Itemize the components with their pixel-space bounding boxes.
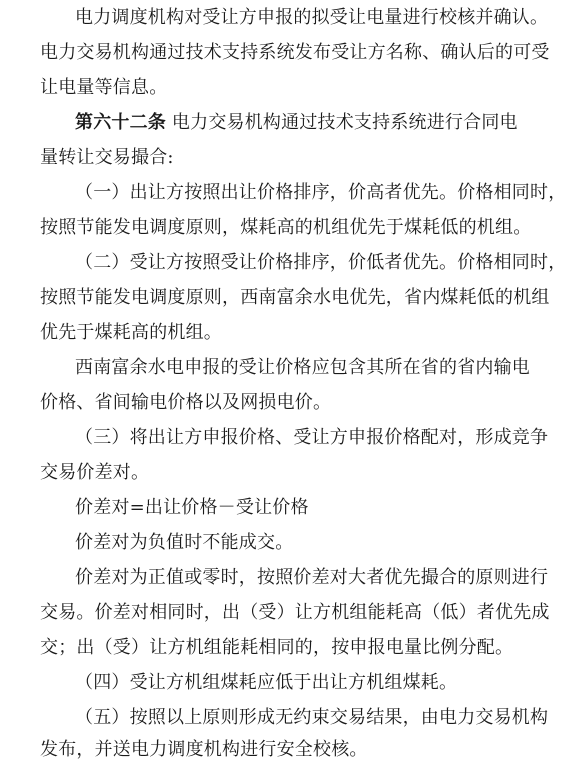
article-62-text: 电力交易机构通过技术支持系统进行合同电 bbox=[166, 112, 518, 133]
text-line-18: 交易。价差对相同时，出（受）让方机组能耗高（低）者优先成 bbox=[40, 602, 550, 623]
text-line-1: 电力调度机构对受让方申报的拟受让电量进行校核并确认。 bbox=[75, 7, 549, 28]
text-line-3: 让电量等信息。 bbox=[40, 77, 168, 98]
text-line-5: 量转让交易撮合: bbox=[40, 147, 174, 168]
text-line-2: 电力交易机构通过技术支持系统发布受让方名称、确认后的可受 bbox=[40, 42, 550, 63]
text-line-17: 价差对为正值或零时，按照价差对大者优先撮合的原则进行 bbox=[75, 567, 549, 588]
text-line-11: 西南富余水电申报的受让价格应包含其所在省的省内输电 bbox=[75, 357, 530, 378]
formula-line: 价差对=出让价格－受让价格 bbox=[75, 497, 309, 518]
text-line-6: （一）出让方按照出让价格排序，价高者优先。价格相同时， bbox=[75, 182, 567, 203]
text-line-12: 价格、省间输电价格以及网损电价。 bbox=[40, 392, 332, 413]
text-line-21: （五）按照以上原则形成无约束交易结果，由电力交易机构 bbox=[75, 707, 549, 728]
text-line-13: （三）将出让方申报价格、受让方申报价格配对，形成竞争 bbox=[75, 427, 549, 448]
text-line-9: 按照节能发电调度原则，西南富余水电优先，省内煤耗低的机组 bbox=[40, 287, 550, 308]
article-62-first-line bbox=[75, 111, 518, 135]
text-line-7: 按照节能发电调度原则，煤耗高的机组优先于煤耗低的机组。 bbox=[40, 217, 532, 238]
article-62-heading: 第六十二条 bbox=[75, 112, 166, 133]
text-line-20: （四）受让方机组煤耗应低于出让方机组煤耗。 bbox=[75, 672, 458, 693]
text-line-16: 价差对为负值时不能成交。 bbox=[75, 532, 294, 553]
text-line-14: 交易价差对。 bbox=[40, 462, 150, 483]
text-line-19: 交；出（受）让方机组能耗相同的，按申报电量比例分配。 bbox=[40, 637, 514, 658]
text-line-8: （二）受让方按照受让价格排序，价低者优先。价格相同时， bbox=[75, 252, 567, 273]
text-line-10: 优先于煤耗高的机组。 bbox=[40, 322, 222, 343]
text-line-22: 发布，并送电力调度机构进行安全校核。 bbox=[40, 739, 368, 760]
